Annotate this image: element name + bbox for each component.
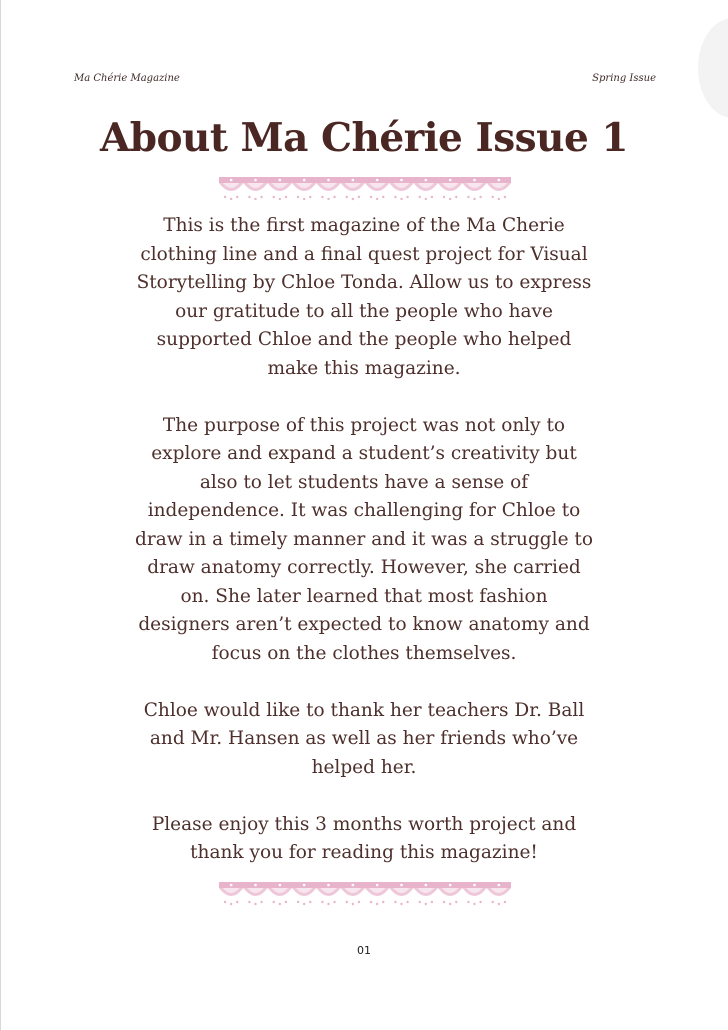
article-body [134, 212, 594, 868]
paragraph-2: The purpose of this project was not only to explore and expand a student’s creativity but also to let students have a sense of independence. It was challenging for Chloe to draw in a timely manner and it was a struggle to draw anatomy correctly. However, she carried on. She later learned that most fashion designers aren’t expected to know anatomy and focus on the clothes themselves. [135, 414, 593, 664]
corner-decoration [698, 18, 728, 118]
header-issue-name: Spring Issue [592, 73, 656, 84]
page-number: 01 [357, 944, 371, 957]
page-title: About Ma Chérie Issue 1 [99, 115, 628, 161]
lace-divider-top-icon [219, 175, 511, 203]
lace-divider-bottom-icon [219, 880, 511, 908]
header-magazine-name: Ma Chérie Magazine [74, 73, 180, 84]
paragraph-3: Chloe would like to thank her teachers Dr. Ball and Mr. Hansen as well as her friends who’ve helped her. [143, 699, 585, 778]
paragraph-4: Please enjoy this 3 months worth project and thank you for reading this magazine! [151, 813, 577, 863]
paragraph-1: This is the first magazine of the Ma Cherie clothing line and a final quest project for Visual Storytelling by Chloe Tonda. Allow us to express our gratitude to all the people who have supported Chloe and the people who helped make this magazine. [136, 215, 592, 379]
